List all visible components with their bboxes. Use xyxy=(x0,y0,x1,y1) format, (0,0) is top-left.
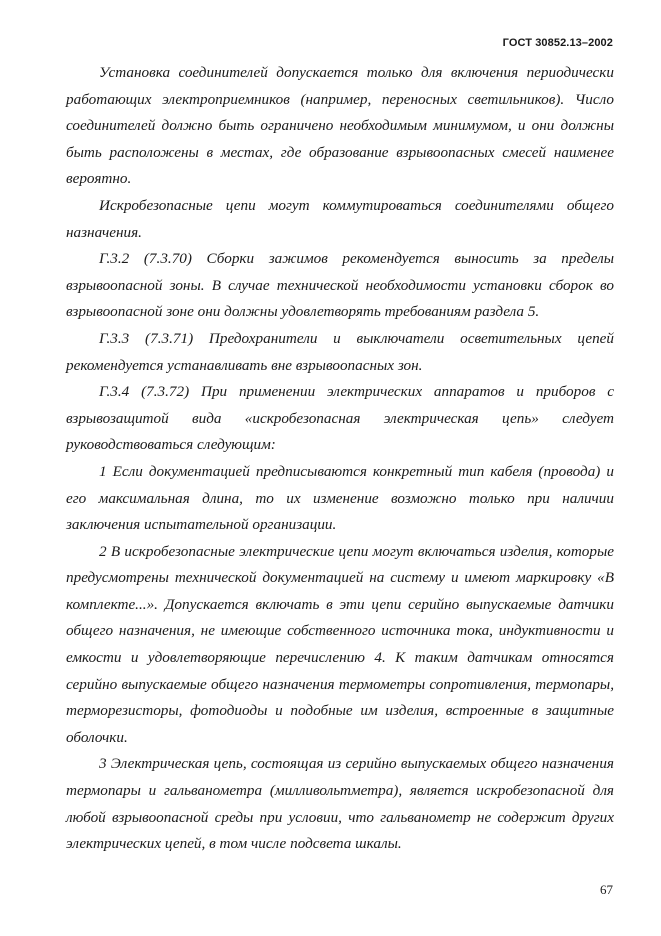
list-item-3: 3 Электрическая цепь, состоящая из серийно выпускаемых общего назначения термопары и гальванометра (милливольтметра), является искробезопасной для любой взрывоопасной среды при условии, что гальванометр не содержит других электрических цепей, в том числе подсвета шкалы. xyxy=(66,755,614,853)
paragraph-intrinsically-safe-switching: Искробезопасные цепи могут коммутироваться соединителями общего назначения. xyxy=(66,196,614,241)
body-text xyxy=(66,60,614,858)
paragraph-g-3-4: Г.3.4 (7.3.72) При применении электрических аппаратов и приборов с взрывозащитой вида «искробезопасная электрическая цепь» следует руководствоваться следующим: xyxy=(66,383,614,454)
paragraph-g-3-2: Г.3.2 (7.3.70) Сборки зажимов рекомендуется выносить за пределы взрывоопасной зоны. В случае технической необходимости установки сборок во взрывоопасной зоне они должны удовлетворять требованиям раздела 5. xyxy=(66,250,614,321)
page-number: 67 xyxy=(600,882,613,897)
list-item-2: 2 В искробезопасные электрические цепи могут включаться изделия, которые предусмотрены технической документацией на систему и имеют маркировку «В комплекте...». Допускается включать в эти цепи серийно выпускаемые датчики общего назначения, не имеющие собственного источника тока, индуктивности и емкости и удовлетворяющие перечислению 4. К таким датчикам относятся серийно выпускаемые общего назначения термометры сопротивления, термопары, терморезисторы, фотодиоды и подобные им изделия, встроенные в защитные оболочки. xyxy=(66,542,614,746)
list-item-1: 1 Если документацией предписываются конкретный тип кабеля (провода) и его максимальная длина, то их изменение возможно только при наличии заключения испытательной организации. xyxy=(66,462,614,534)
document-id-header: ГОСТ 30852.13–2002 xyxy=(502,37,613,49)
paragraph-connectors-installation: Установка соединителей допускается только для включения периодически работающих электроприемников (например, переносных светильников). Число соединителей должно быть ограничено необходимым минимумом, и они должны быть расположены в местах, где образование взрывоопасных смесей наименее вероятно. xyxy=(66,64,614,188)
paragraph-g-3-3: Г.3.3 (7.3.71) Предохранители и выключатели осветительных цепей рекомендуется устанавливать вне взрывоопасных зон. xyxy=(66,329,614,374)
